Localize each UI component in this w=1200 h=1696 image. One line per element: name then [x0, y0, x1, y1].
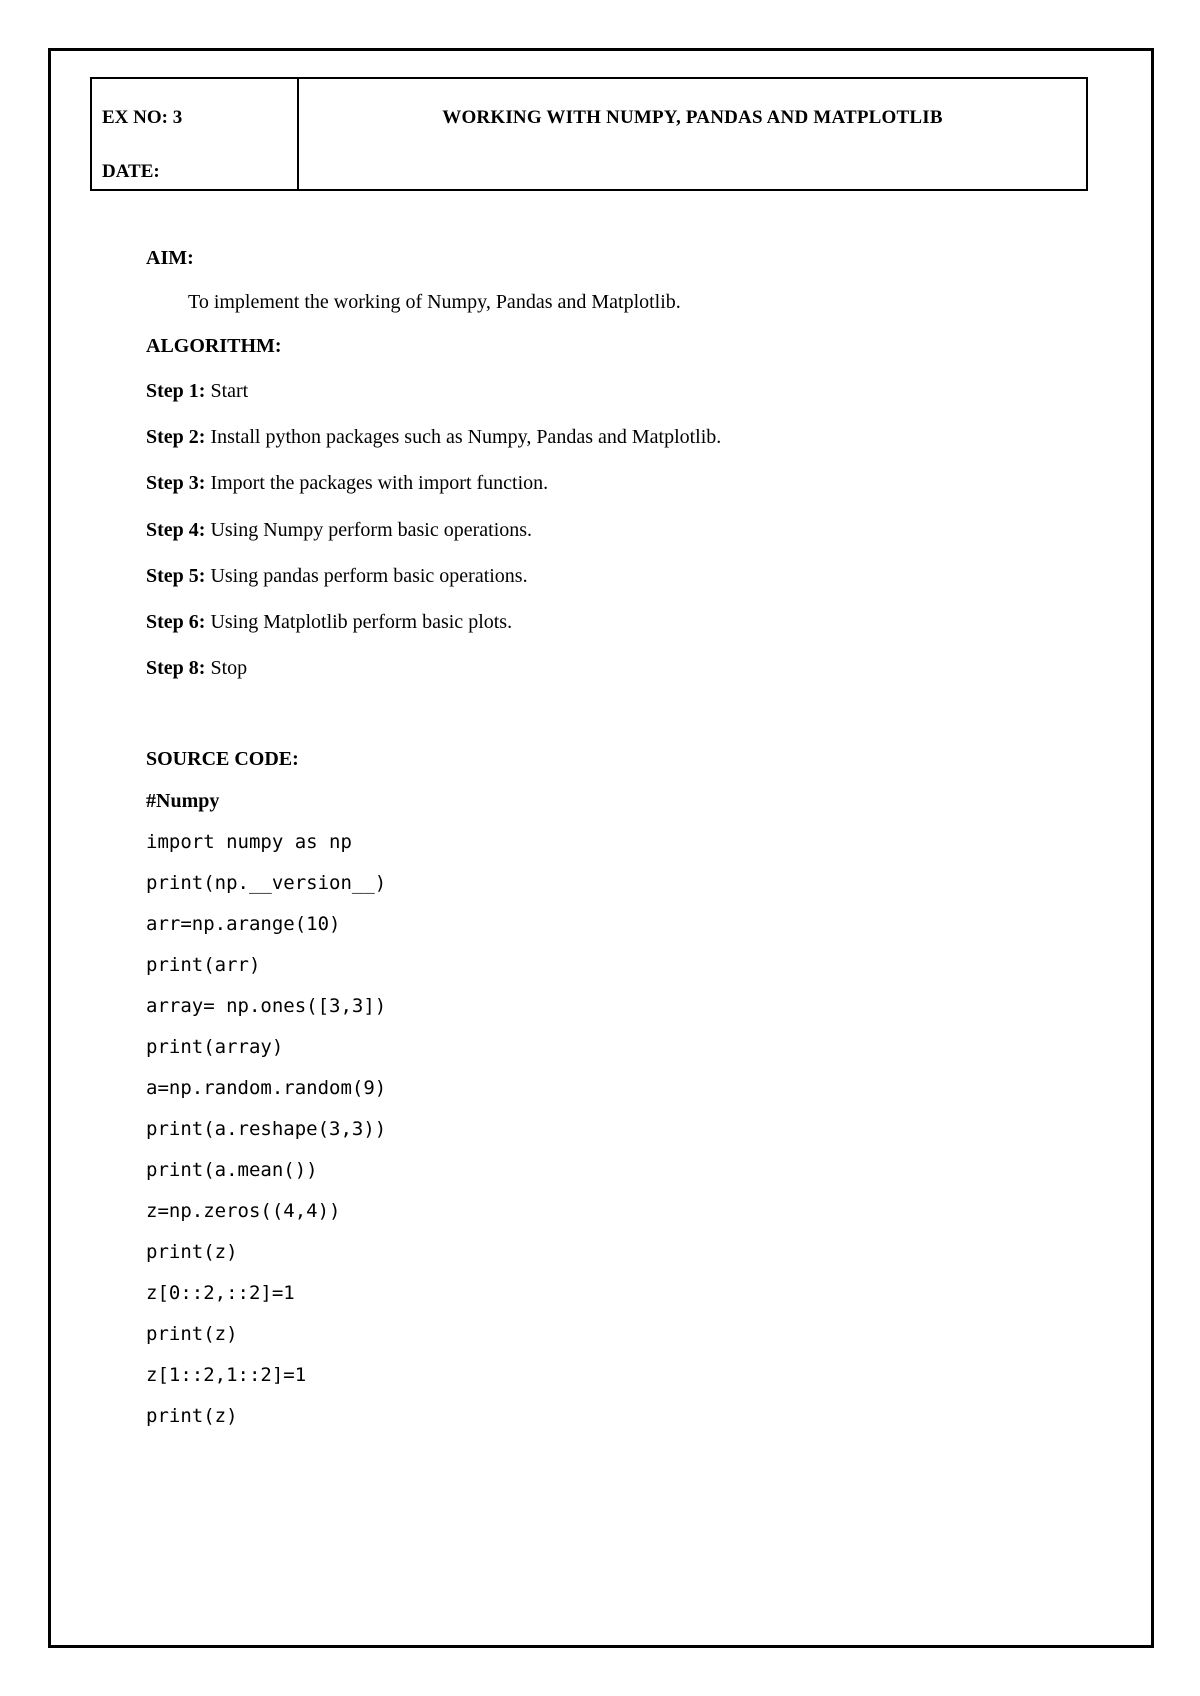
code-line: print(np.__version__) — [146, 872, 387, 895]
algorithm-steps — [146, 368, 1046, 691]
step-label: Step 6: — [146, 611, 206, 634]
step-text: Using Numpy perform basic operations. — [205, 518, 533, 541]
step-label: Step 1: — [146, 380, 206, 402]
code-line: z=np.zeros((4,4)) — [146, 1200, 341, 1223]
aim-heading: AIM: — [146, 247, 194, 269]
code-line: arr=np.arange(10) — [146, 913, 341, 936]
algorithm-step — [146, 645, 1046, 691]
code-line: print(z) — [146, 1323, 238, 1346]
code-line: print(a.reshape(3,3)) — [146, 1118, 387, 1141]
date-label: DATE: — [102, 161, 160, 182]
code-line: import numpy as np — [146, 831, 352, 854]
code-line: print(z) — [146, 1241, 238, 1264]
code-block — [146, 822, 1046, 1437]
header-right-cell — [299, 79, 1086, 189]
code-line: print(arr) — [146, 954, 261, 977]
code-line: z[0::2,::2]=1 — [146, 1282, 295, 1305]
code-line: a=np.random.random(9) — [146, 1077, 387, 1100]
code-line: z[1::2,1::2]=1 — [146, 1364, 307, 1387]
header-left-cell — [92, 79, 299, 189]
page-title: WORKING WITH NUMPY, PANDAS AND MATPLOTLIB — [442, 107, 943, 128]
step-label: Step 8: — [146, 657, 206, 680]
header-table — [90, 77, 1088, 191]
algorithm-heading: ALGORITHM: — [146, 335, 282, 357]
exercise-number: EX NO: 3 — [102, 107, 183, 128]
algorithm-step — [146, 368, 1046, 414]
step-label: Step 4: — [146, 518, 206, 541]
code-line: print(a.mean()) — [146, 1159, 318, 1182]
spacer — [146, 691, 1046, 737]
algorithm-step — [146, 414, 1046, 460]
algorithm-step — [146, 507, 1046, 553]
step-label: Step 3: — [146, 472, 206, 495]
code-comment: #Numpy — [146, 790, 220, 813]
step-label: Step 2: — [146, 426, 206, 449]
step-label: Step 5: — [146, 564, 206, 587]
algorithm-step — [146, 553, 1046, 599]
algorithm-step — [146, 460, 1046, 506]
step-text: Using pandas perform basic operations. — [205, 564, 528, 587]
code-line: array= np.ones([3,3]) — [146, 995, 387, 1018]
aim-text: To implement the working of Numpy, Pandas and Matplotlib. — [188, 291, 681, 313]
step-text: Import the packages with import function. — [205, 472, 549, 495]
algorithm-step — [146, 599, 1046, 645]
code-line: print(array) — [146, 1036, 284, 1059]
code-line: print(z) — [146, 1405, 238, 1428]
source-code-heading: SOURCE CODE: — [146, 748, 299, 771]
step-text: Using Matplotlib perform basic plots. — [205, 611, 513, 634]
step-text: Install python packages such as Numpy, Pandas and Matplotlib. — [205, 426, 722, 449]
step-text: Stop — [205, 657, 248, 680]
step-text: Start — [205, 380, 249, 402]
document-body — [146, 236, 1046, 1437]
